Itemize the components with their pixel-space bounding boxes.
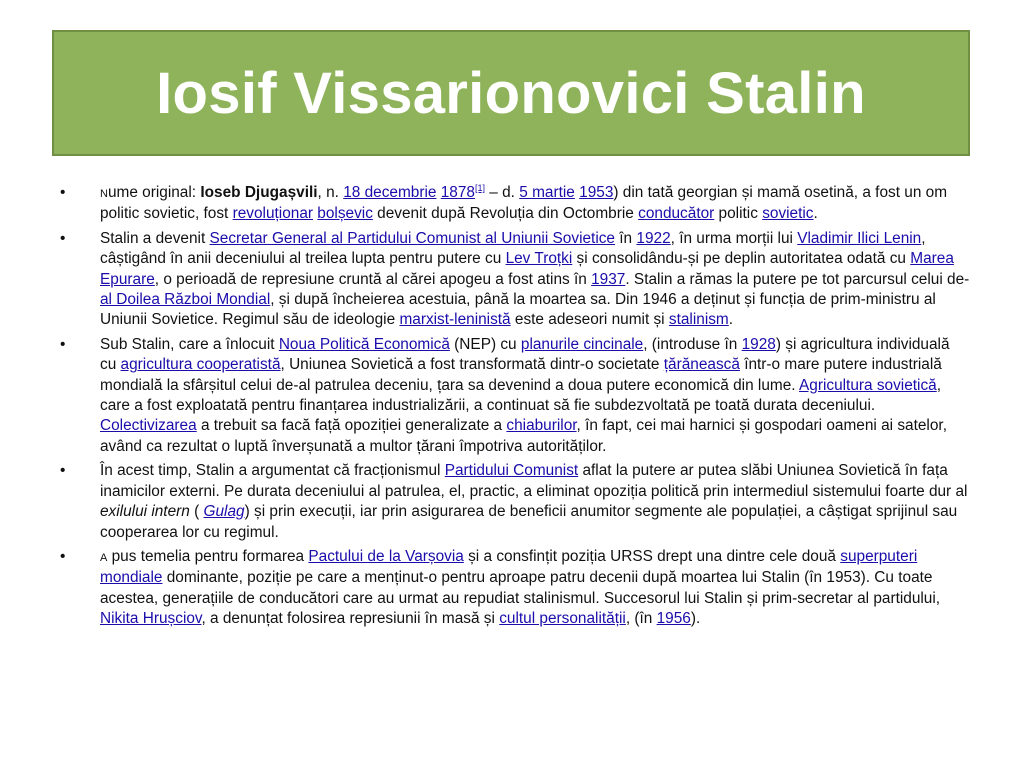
bullet-item-2 [58, 229, 970, 331]
link-marea-epurare[interactable]: Marea Epurare [100, 250, 954, 288]
text: a trebuit sa facă față opoziției generalizate a [196, 417, 507, 435]
bullet-marker: • [60, 184, 66, 201]
original-name: Ioseb Djugașvili [200, 184, 318, 201]
text: , (în [625, 610, 657, 628]
slide-title: Iosif Vissarionovici Stalin [156, 60, 866, 126]
text: A [100, 551, 108, 564]
link-partidului-comunist[interactable]: Partidului Comunist [444, 462, 579, 480]
link-pactul-de-la-varsovia[interactable]: Pactului de la Varșovia [308, 547, 464, 565]
text: pus temelia pentru formarea [107, 547, 309, 565]
bullet-marker: • [60, 335, 66, 353]
text: ( [189, 503, 204, 521]
link-conducator[interactable]: conducător [638, 205, 715, 223]
link-taraneasca[interactable]: țărănească [663, 356, 740, 374]
text: și a consfințit poziția URSS drept una dintre cele două [463, 547, 841, 565]
link-nikita-hrusciov[interactable]: Nikita Hrușciov [100, 610, 202, 628]
link-agricultura-cooperatista[interactable]: agricultura cooperatistă [120, 356, 281, 374]
text: aflat la putere ar putea slăbi Uniunea Sovietică în fața inamicilor externi. Pe durata deceniului al patrulea, el, practic, a eliminat opoziția politică prin intermediul sistemului foarte dur al [100, 462, 968, 500]
link-planurile-cincinale[interactable]: planurile cincinale [520, 335, 644, 353]
link-chiaburilor[interactable]: chiaburilor [506, 417, 577, 435]
text: , o perioadă de represiune cruntă al cărei apogeu a fost atins în [154, 270, 592, 288]
text: , în fapt, cei mai harnici și gospodari oameni ai satelor, având ca rezultat o luptă înverșunată a multor țărani împotriva autorităților. [100, 417, 947, 455]
link-bolsevic[interactable]: bolșevic [317, 205, 373, 223]
link-lenin[interactable]: Vladimir Ilici Lenin [797, 229, 922, 247]
link-birth-date[interactable]: 18 decembrie [343, 184, 437, 201]
bullet-item-1 [58, 183, 970, 225]
text: – d. [485, 184, 520, 201]
link-stalinism[interactable]: stalinism [668, 311, 729, 329]
text: în [615, 229, 637, 247]
slide-content [58, 183, 970, 634]
title-banner [52, 30, 970, 156]
link-marxist-leninista[interactable]: marxist-leninistă [399, 311, 511, 329]
text: ) din tată georgian și mamă osetină, a fost un om politic sovietic, fost [100, 184, 948, 223]
text: ) și agricultura individuală cu [100, 335, 950, 374]
bullet-item-4 [58, 461, 970, 543]
text: , Uniunea Sovietică a fost transformată dintr-o societate [280, 356, 664, 374]
link-secretar-general[interactable]: Secretar General al Partidului Comunist al Uniunii Sovietice [209, 229, 615, 247]
link-1922[interactable]: 1922 [636, 229, 671, 247]
text: ). [690, 610, 701, 628]
text: devenit după Revoluția din Octombrie [372, 205, 639, 223]
text: dominante, poziție pe care a menținut-o pentru aproape patru decenii după moartea lui Stalin (în 1953). Cu toate acestea, generațiile de conducători care au urmat au repudiat stalinismul. Succesorul lui Stalin și prim-secretar al partidului, [100, 569, 941, 607]
link-cultul-personalitatii[interactable]: cultul personalității [499, 610, 626, 628]
text: este adeseori numit și [510, 311, 669, 329]
text: , care a fost exploatată pentru finanțarea industrializării, a continuat să fie subdezvoltată pe toată durata deceniului. [100, 376, 942, 415]
text: , a denunțat folosirea represiunii în masă și [201, 610, 500, 628]
link-1928[interactable]: 1928 [741, 335, 776, 353]
bullet-marker: • [60, 229, 66, 247]
text: , n. [317, 184, 344, 201]
text: politic [714, 205, 763, 223]
bullet-item-5 [58, 547, 970, 630]
text: În acest timp, Stalin a argumentat că fracționismul [100, 462, 445, 480]
bullet-list [58, 183, 970, 630]
link-reference[interactable]: [1] [475, 183, 486, 193]
link-sovietic[interactable]: sovietic [762, 205, 814, 223]
text: Stalin a devenit [100, 229, 210, 247]
text: N [100, 188, 108, 200]
text: și consolidându-și pe deplin autoritatea odată cu [572, 250, 911, 268]
link-agricultura-sovietica[interactable]: Agricultura sovietică [799, 376, 937, 394]
link-1937[interactable]: 1937 [591, 270, 626, 288]
text: . [813, 205, 818, 223]
text: , (introduse în [643, 335, 742, 353]
text: , câștigând în anii deceniului al treilea lupta pentru putere cu [100, 229, 926, 268]
link-revolutionar[interactable]: revoluționar [232, 205, 314, 223]
text: . Stalin a rămas la putere pe tot parcursul celui de- [625, 270, 970, 288]
link-death-year[interactable]: 1953 [579, 184, 614, 201]
bullet-marker: • [60, 547, 66, 565]
text: , în urma morții lui [670, 229, 798, 247]
link-al-doilea-razboi-mondial[interactable]: al Doilea Război Mondial [100, 291, 271, 309]
link-nep[interactable]: Noua Politică Economică [278, 335, 450, 353]
text: (NEP) cu [449, 335, 521, 353]
bullet-marker: • [60, 462, 66, 480]
emphasis-exil-intern: exilului intern [100, 503, 190, 521]
link-colectivizarea[interactable]: Colectivizarea [100, 417, 197, 435]
link-gulag[interactable]: Gulag [203, 503, 245, 521]
link-birth-year[interactable]: 1878 [440, 184, 475, 201]
text: într-o mare putere industrială mondială la sfârșitul celui de-al patrulea deceniu, țara sa devenind a doua putere economică din lume. [100, 356, 942, 394]
text: ) și prin execuții, iar prin asigurarea de beneficii anumitor segmente ale populației, a câștigat sprijinul sau cooperarea lor cu regimul. [100, 503, 958, 541]
text: Sub Stalin, care a înlocuit [100, 335, 279, 353]
bullet-item-3 [58, 335, 970, 457]
text: . [728, 311, 734, 329]
link-trotki[interactable]: Lev Troțki [505, 250, 573, 268]
text: ume original: [107, 184, 201, 201]
link-superputeri-mondiale[interactable]: superputeri mondiale [100, 547, 918, 587]
link-death-date[interactable]: 5 martie [519, 184, 575, 201]
text: , și după încheierea acestuia, până la moartea sa. Din 1946 a deținut și funcția de prim-ministru al Uniunii Sovietice. Regimul său de ideologie [100, 291, 936, 329]
link-1956[interactable]: 1956 [656, 610, 691, 628]
